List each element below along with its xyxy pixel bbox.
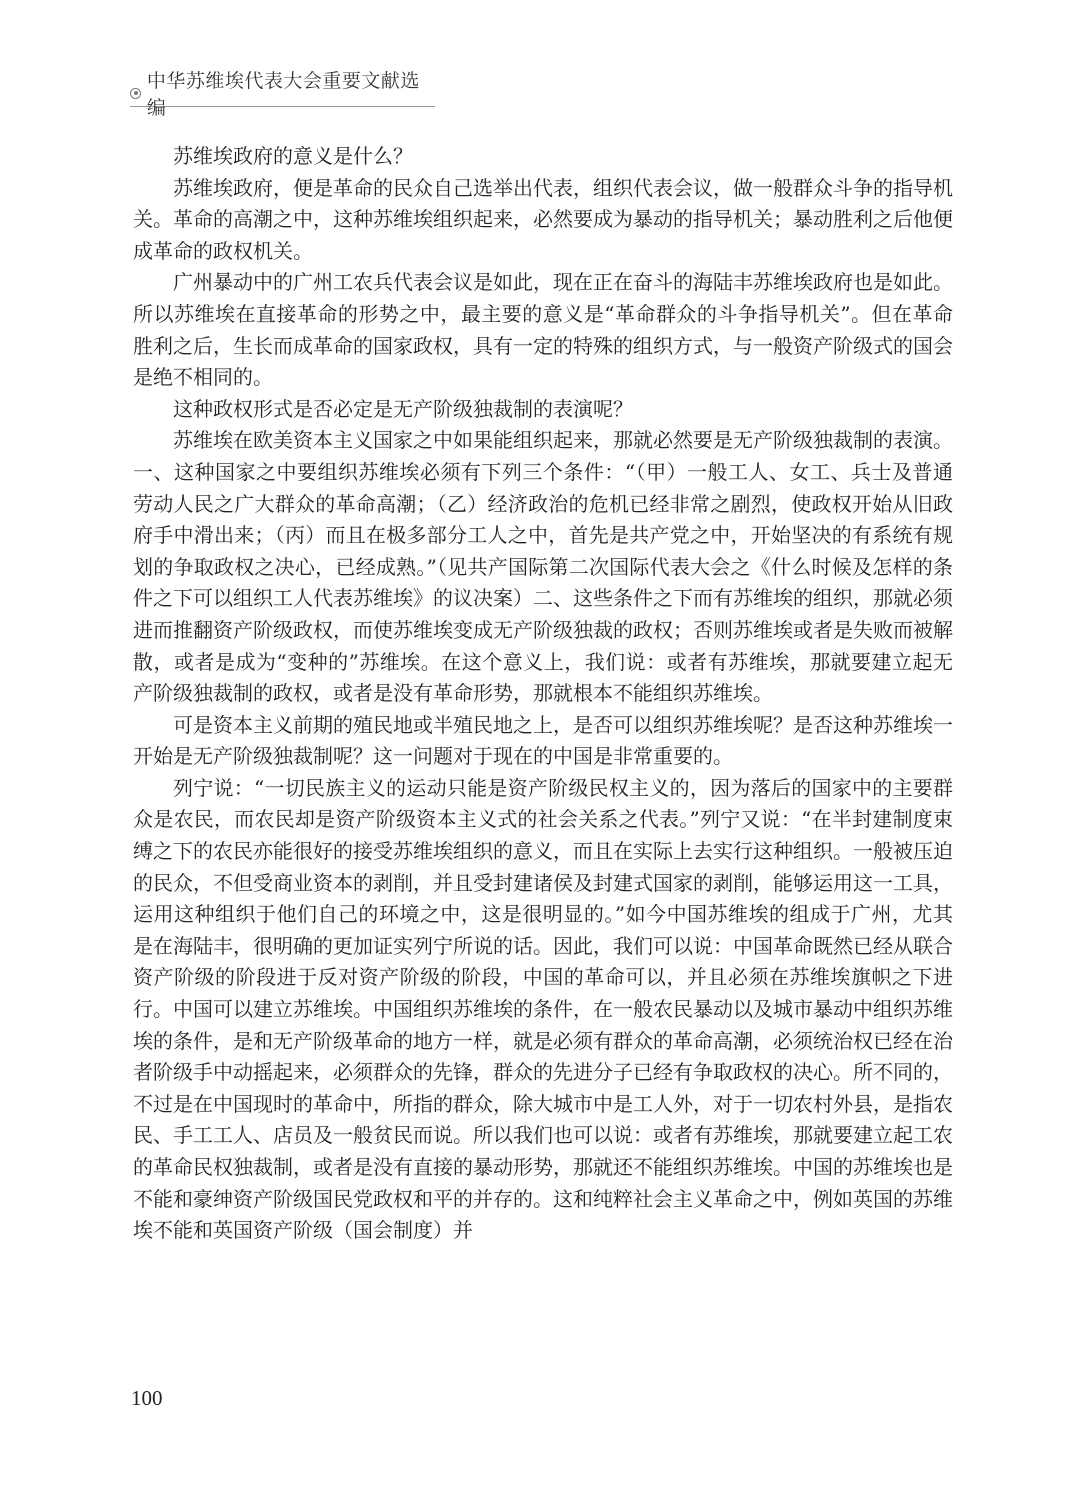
paragraph-question-2: 这种政权形式是否必定是无产阶级独裁制的表演呢？ (173, 396, 633, 421)
paragraph-question-1: 苏维埃政府的意义是什么？ (173, 144, 413, 168)
paragraph: 苏维埃政府，便是革命的民众自己选举出代表，组织代表会议，做一般群众斗争的指导机关。革命的高潮之中，这种苏维埃组织起来，必然要成为暴动的指导机关；暴动胜利之后他便成革命的政权机关。 (133, 175, 953, 263)
bullet-circle-icon (130, 88, 141, 99)
paragraph: 列宁说：“一切民族主义的运动只能是资产阶级民权主义的，因为落后的国家中的主要群众是农民，而农民却是资产阶级资本主义式的社会关系之代表。”列宁又说：“在半封建制度束缚之下的农民亦能很好的接受苏维埃组织的意义，而且在实际上去实行这种组织。一般被压迫的民众，不但受商业资本的剥削，并且受封建诸侯及封建式国家的剥削，能够运用这一工具，运用这种组织于他们自己的环境之中，这是很明显的。”如今中国苏维埃的组成于广州，尤其是在海陆丰，很明确的更加证实列宁所说的话。因此，我们可以说：中国革命既然已经从联合资产阶级的阶段进于反对资产阶级的阶段，中国的革命可以，并且必须在苏维埃旗帜之下进行。中国可以建立苏维埃。中国组织苏维埃的条件，在一般农民暴动以及城市暴动中组织苏维埃的条件，是和无产阶级革命的地方一样，就是必须有群众的革命高潮，必须统治权已经在治者阶级手中动摇起来，必须群众的先锋，群众的先进分子已经有争取政权的决心。所不同的，不过是在中国现时的革命中，所指的群众，除大城市中是工人外，对于一切农村外县，是指农民、手工工人、店员及一般贫民而说。所以我们也可以说：或者有苏维埃，那就要建立起工农的革命民权独裁制，或者是没有直接的暴动形势，那就还不能组织苏维埃。中国的苏维埃也是不能和豪绅资产阶级国民党政权和平的并存的。这和纯粹社会主义革命之中，例如英国的苏维埃不能和英国资产阶级（国会制度）并 (133, 775, 953, 1243)
paragraph: 苏维埃在欧美资本主义国家之中如果能组织起来，那就必然要是无产阶级独裁制的表演。一、这种国家之中要组织苏维埃必须有下列三个条件：“（甲）一般工人、女工、兵士及普通劳动人民之广大群众的革命高潮；（乙）经济政治的危机已经非常之剧烈，使政权开始从旧政府手中滑出来；（丙）而且在极多部分工人之中，首先是共产党之中，开始坚决的有系统有规划的争取政权之决心，已经成熟。”（见共产国际第二次国际代表大会之《什么时候及怎样的条件之下可以组织工人代表苏维埃》的议决案）二、这些条件之下而有苏维埃的组织，那就必须进而推翻资产阶级政权，而使苏维埃变成无产阶级独裁的政权；否则苏维埃或者是失败而被解散，或者是成为“变种的”苏维埃。在这个意义上，我们说：或者有苏维埃，那就要建立起无产阶级独裁制的政权，或者是没有革命形势，那就根本不能组织苏维埃。 (133, 428, 953, 706)
page-number: 100 (131, 1386, 163, 1410)
paragraph: 广州暴动中的广州工农兵代表会议是如此，现在正在奋斗的海陆丰苏维埃政府也是如此。所以苏维埃在直接革命的形势之中，最主要的意义是“革命群众的斗争指导机关”。但在革命胜利之后，生长而成革命的国家政权，具有一定的特殊的组织方式，与一般资产阶级式的国会是绝不相同的。 (133, 270, 953, 390)
book-title: 中华苏维埃代表大会重要文献选编 (146, 70, 420, 119)
paragraph: 可是资本主义前期的殖民地或半殖民地之上，是否可以组织苏维埃呢？是否这种苏维埃一开始是无产阶级独裁制呢？这一问题对于现在的中国是非常重要的。 (133, 712, 953, 769)
running-head (130, 70, 435, 119)
body-text (133, 141, 953, 1247)
